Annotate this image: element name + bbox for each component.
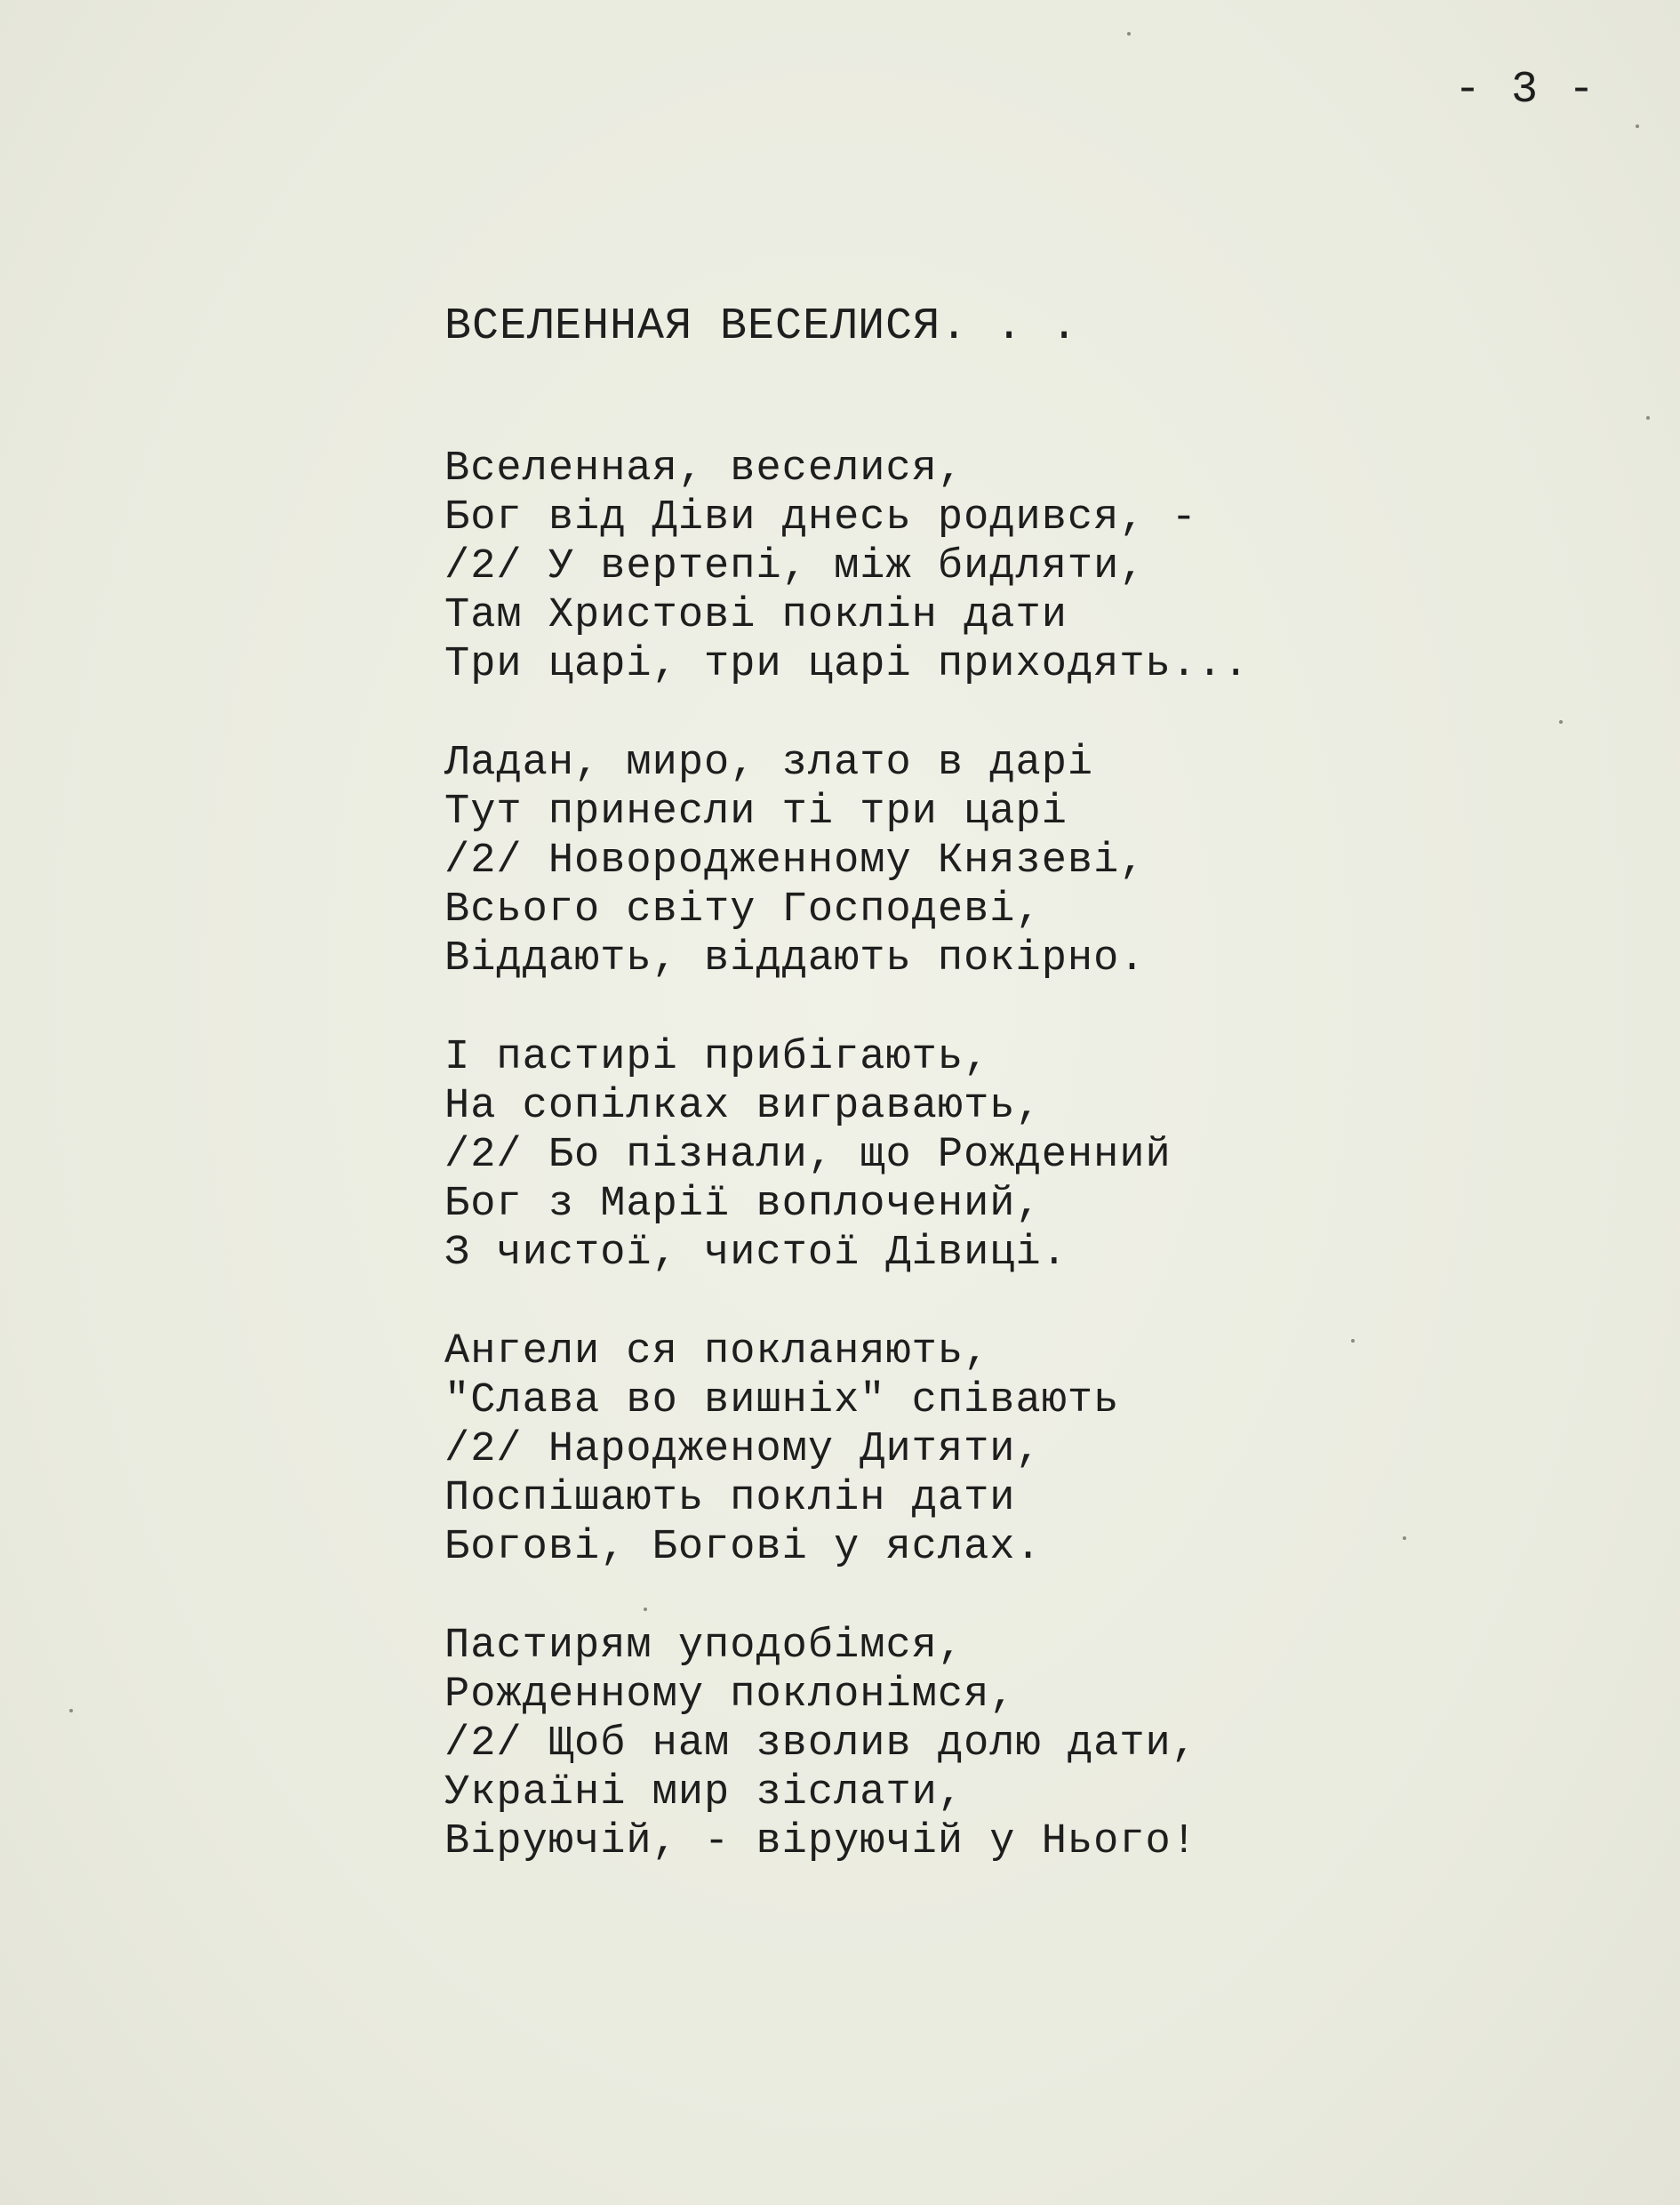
verse-line: З чистої, чистої Дівиці. bbox=[444, 1230, 1068, 1277]
verse-line: "Слава во вишніх" співають bbox=[444, 1377, 1120, 1424]
stanza-2 bbox=[444, 739, 1422, 983]
verse-line: Рожденному поклонімся, bbox=[444, 1672, 1016, 1719]
verse-line: /2/ Новородженному Князеві, bbox=[444, 838, 1146, 885]
verse-line: Там Христові поклін дати bbox=[444, 592, 1068, 639]
verse-line: Бог від Діви днесь родився, - bbox=[444, 494, 1197, 541]
verse-line: Всього світу Господеві, bbox=[444, 886, 1042, 934]
verse-line: Бог з Марії воплочений, bbox=[444, 1181, 1042, 1228]
verse-line: /2/ Народженому Дитяти, bbox=[444, 1426, 1042, 1473]
verse-line: Богові, Богові у яслах. bbox=[444, 1524, 1042, 1571]
verse-line: Україні мир зіслати, bbox=[444, 1769, 964, 1816]
verse-line: Віруючій, - віруючій у Нього! bbox=[444, 1818, 1197, 1865]
paper-speck bbox=[1559, 720, 1563, 724]
stanza-4 bbox=[444, 1327, 1422, 1572]
verse-line: І пастирі прибігають, bbox=[444, 1034, 990, 1081]
poem-title: ВСЕЛЕННАЯ ВЕСЕЛИСЯ. . . bbox=[444, 301, 1079, 352]
verse-line: На сопілках вигравають, bbox=[444, 1083, 1042, 1130]
verse-line: Тут принесли ті три царі bbox=[444, 789, 1068, 836]
stanza-1 bbox=[444, 445, 1422, 689]
verse-line: Поспішають поклін дати bbox=[444, 1475, 1016, 1522]
stanza-3 bbox=[444, 1033, 1422, 1278]
verse-line: Ладан, миро, злато в дарі bbox=[444, 740, 1094, 787]
paper-speck bbox=[1127, 32, 1131, 36]
paper-speck bbox=[1646, 416, 1650, 420]
paper-speck bbox=[1636, 124, 1639, 128]
poem-body bbox=[444, 445, 1422, 1916]
verse-line: /2/ Бо пізнали, що Рожденний bbox=[444, 1132, 1172, 1179]
stanza-5 bbox=[444, 1622, 1422, 1866]
page-number: - 3 - bbox=[1454, 65, 1597, 116]
verse-line: Віддають, віддають покірно. bbox=[444, 935, 1146, 982]
paper-speck bbox=[69, 1709, 73, 1712]
verse-line: /2/ У вертепі, між бидляти, bbox=[444, 543, 1146, 590]
verse-line: Пастирям уподобімся, bbox=[444, 1623, 964, 1670]
verse-line: Три царі, три царі приходять... bbox=[444, 641, 1250, 688]
verse-line: /2/ Щоб нам зволив долю дати, bbox=[444, 1720, 1197, 1768]
verse-line: Вселенная, веселися, bbox=[444, 445, 964, 493]
verse-line: Ангели ся покланяють, bbox=[444, 1328, 990, 1375]
